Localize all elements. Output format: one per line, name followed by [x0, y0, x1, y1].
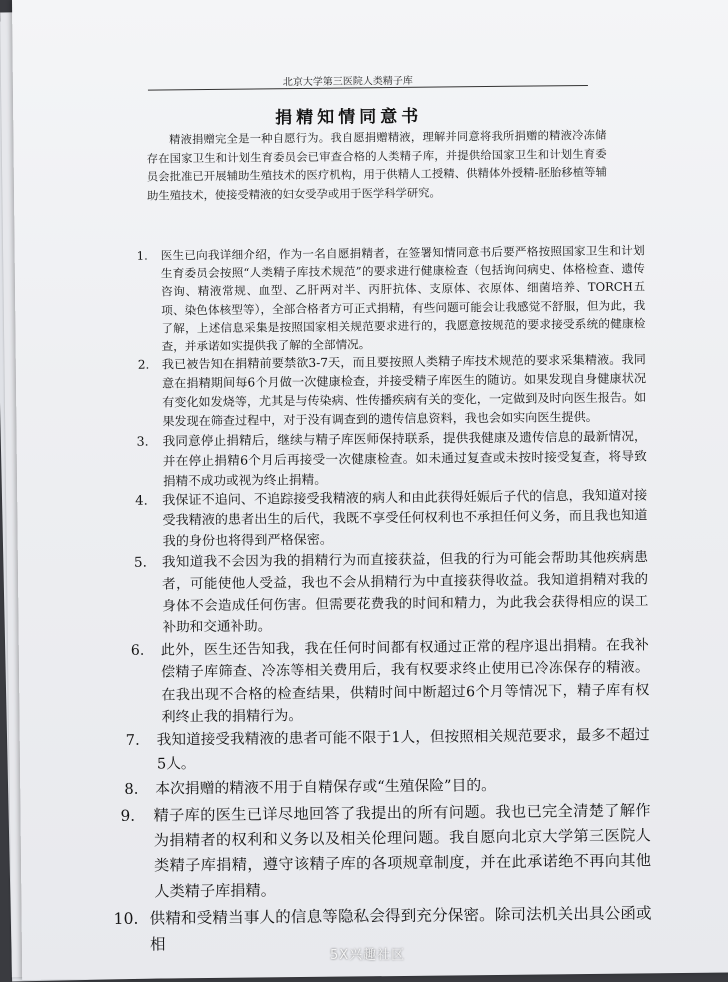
clause-number: 2. [137, 357, 150, 372]
consent-form-page [12, 0, 728, 980]
clause-text: 我知道接受我精液的患者可能不限于1人，但按照相关规范要求，最多不超过5人。 [156, 726, 650, 773]
intro-paragraph: 精液捐赠完全是一种自愿行为。我自愿捐赠精液，理解并同意将我所捐赠的精液冷冻储存在国家卫生和计划生育委员会已审查合格的人类精子库，并提供给国家卫生和计划生育委员会批准已开展辅助生殖技术的医疗机构，用于供精人工授精、供精体外授精-胚胎移植等辅助生殖技术，使接受精液的妇女受孕或用于医学科学研究。 [146, 128, 607, 203]
clause-number: 9. [120, 806, 136, 825]
clause-text: 我知道我不会因为我的捐精行为而直接获益，但我的行为可能会帮助其他疾病患者，可能使他人受益，我也不会从捐精行为中直接获得收益。我知道捐精对我的身体不会造成任何伤害。但需要花费我的时间和精力，为此我会获得相应的误工补助和交通补助。 [161, 549, 649, 636]
clause-item [90, 724, 650, 778]
clause-list [85, 241, 652, 958]
clause-item [89, 634, 650, 729]
clause-text: 医生已向我详细介绍，作为一名自愿捐精者，在签署知情同意书后要严格按照国家卫生和计划生育委员会按照“人类精子库技术规范”的要求进行健康检查（包括询问病史、体格检查、遗传咨询、精液常规、血型、乙肝两对半、丙肝抗体、支原体、衣原体、细菌培养、TORCH五项、染色体核型等），全部合格者方可正式捐精，有些问题可能会让我感觉不舒服，但为此，我了解，上述信息采集是按照国家相关规范要求进行的，我愿意按规范的要求接受系统的健康检查，并承诺如实提供我了解的全部情况。 [160, 243, 646, 354]
clause-number: 7. [125, 732, 140, 750]
clause-number: 4. [135, 493, 148, 509]
clause-item [87, 486, 648, 554]
clause-text: 我保证不追问、不追踪接受我精液的病人和由此获得妊娠后子代的信息，我知道对接受我精液的患者出生的后代，我既不享受任何权利也不承担任何义务，而且我也知道我的身份也将得到严格保密。 [162, 487, 648, 550]
clause-text: 供精和受精当事人的信息等隐私会得到充分保密。除司法机关出具公函或相 [149, 904, 652, 954]
document-title: 捐精知情同意书 [275, 106, 423, 129]
clause-number: 6. [130, 642, 145, 659]
clause-text: 此外，医生还告知我，我在任何时间都有权通过正常的程序退出捐精。在我补偿精子库筛查、冷冻等相关费用后，我有权要求终止使用已冷冻保存的精液。在我出现不合格的检查结果，供精时间中断超过6个月等情况下，精子库有权利终止我的捐精行为。 [160, 637, 650, 726]
clause-text: 精子库的医生已详尽地回答了我提出的所有问题。我也已完全清楚了解作为捐精者的权利和义务以及相关伦理问题。我自愿向北京大学第三医院人类精子库捐精，遵守该精子库的各项规章制度，并在此承诺绝不再向其他人类精子库捐精。 [153, 801, 652, 901]
clause-number: 5. [133, 555, 147, 572]
clause-item [88, 548, 649, 640]
clause-item [90, 798, 651, 905]
clause-text: 本次捐赠的精液不用于自精保存或“生殖保险”目的。 [155, 777, 497, 798]
clause-text: 我同意停止捐精后，继续与精子库医师保持联系，提供我健康及遗传信息的最新情况，并在停止捐精6个月后再接受一次健康检查。如未通过复查或未按时接受复查，将导致捐精不成功或视为终止捐精。 [162, 428, 647, 489]
site-watermark: 5X兴趣社区 [330, 948, 406, 963]
clause-item [86, 351, 647, 433]
clause-item [87, 427, 648, 492]
clause-text: 我已被告知在捐精前要禁欲3-7天，而且要按照人类精子库技术规范的要求采集精液。我同意在捐精期间每6个月做一次健康检查，并接受精子库医生的随访。如果发现自身健康状况有变化如发烧等，尤其是与传染病、性传播疾病有关的变化，一定做到及时向医生报告。如果发现在筛查过程中，对于没有调查到的遗传信息资料，我也会如实向医生提供。 [161, 352, 647, 429]
clause-number: 3. [136, 433, 149, 449]
clause-item [85, 241, 646, 356]
clause-number: 8. [124, 781, 139, 799]
clause-number: 10. [113, 909, 139, 928]
page-header: 北京大学第三医院人类精子库 [282, 75, 413, 89]
clause-number: 1. [136, 248, 148, 263]
